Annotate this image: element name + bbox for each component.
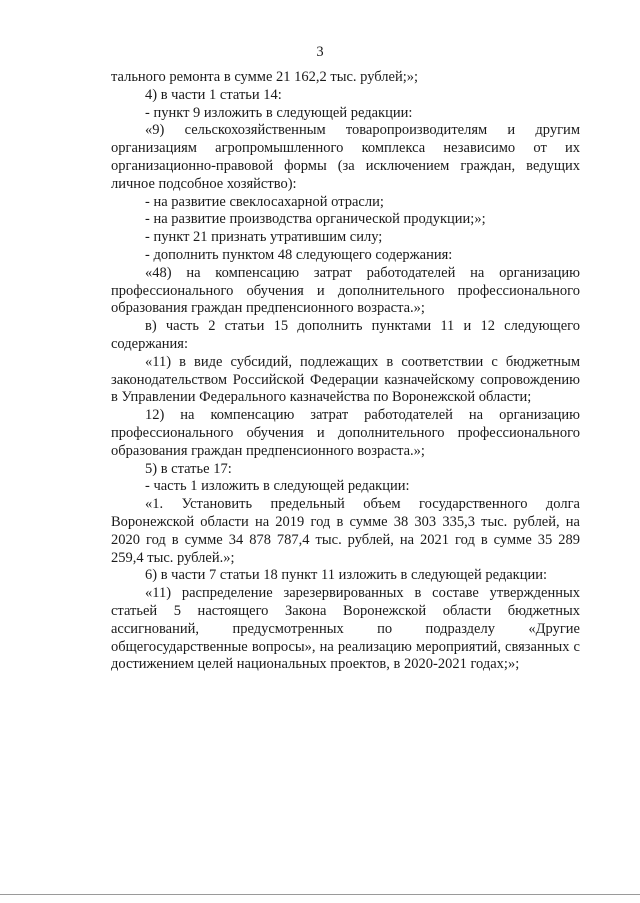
paragraph: - пункт 21 признать утратившим силу; (145, 229, 383, 246)
paragraph: 6) в части 7 статьи 18 пункт 11 изложить в следующей редакции: (145, 567, 548, 584)
paragraph: «11) в виде субсидий, подлежащих в соответствии с бюджетным законодательством Российской Федерации казначейскому сопровождению в Управлении Федерального казначейства по Воронежской области; (111, 353, 580, 406)
page-number: 3 (316, 44, 324, 60)
bottom-scan-edge (0, 894, 640, 895)
paragraph: - на развитие свеклосахарной отрасли; (145, 193, 384, 210)
paragraph: тального ремонта в сумме 21 162,2 тыс. рублей;»; (111, 69, 419, 85)
paragraph: 12) на компенсацию затрат работодателей на организацию профессионального обучения и дополнительного профессионального образования граждан предпенсионного возраста.»; (111, 407, 580, 459)
paragraph: - дополнить пунктом 48 следующего содержания: (145, 246, 453, 263)
paragraph: - часть 1 изложить в следующей редакции: (145, 478, 410, 495)
paragraph: «9) сельскохозяйственным товаропроизводителям и другим организациям агропромышленного комплекса независимо от их организационно-правовой формы (за исключением граждан, ведущих личное подсобное хозяйство): (111, 122, 580, 192)
paragraph: «1. Установить предельный объем государственного долга Воронежской области на 2019 год в сумме 38 303 335,3 тыс. рублей, на 2020 год в сумме 34 878 787,4 тыс. рублей, на 2021 год в сумме 35 289 259,4 тыс. рублей.»; (111, 496, 580, 566)
paragraph: - пункт 9 изложить в следующей редакции: (145, 104, 413, 121)
paragraph: «48) на компенсацию затрат работодателей на организацию профессионального обучения и дополнительного профессионального образования граждан предпенсионного возраста.»; (111, 264, 580, 317)
document-body (111, 69, 580, 674)
paragraph: «11) распределение зарезервированных в составе утвержденных статьей 5 настоящего Закона Воронежской области бюджетных ассигнований, предусмотренных по подразделу «Другие общегосударственные вопросы», на реализацию мероприятий, связанных с достижением целей национальных проектов, в 2020-2021 годах;»; (111, 585, 580, 673)
paragraph: в) часть 2 статьи 15 дополнить пунктами 11 и 12 следующего содержания: (111, 318, 580, 352)
paragraph: 5) в статье 17: (145, 460, 232, 477)
paragraph: - на развитие производства органической продукции;»; (145, 211, 486, 228)
paragraph: 4) в части 1 статьи 14: (145, 86, 282, 103)
